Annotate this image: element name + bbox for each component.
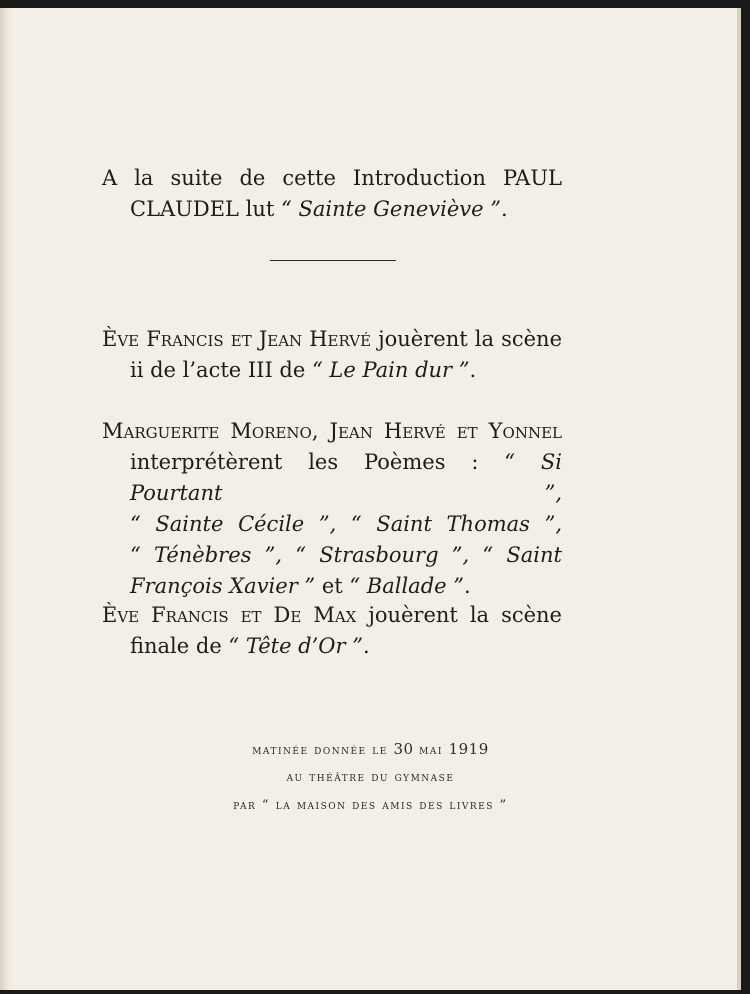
performer-names: Marguerite Moreno, Jean Hervé et Yonnel xyxy=(102,419,562,443)
work-title: “ Ballade ” xyxy=(349,574,464,598)
entry-1-line-2: ii de l’acte III de “ Le Pain dur ”. xyxy=(130,358,477,382)
entry-3 xyxy=(102,600,562,662)
entry-2-line-1 xyxy=(102,416,562,447)
work-title: “ Sainte Geneviève ” xyxy=(281,197,501,221)
entry-2-line-2: interprétèrent les Poèmes : “ Si Pourtant ”, xyxy=(130,450,562,505)
book-page xyxy=(0,8,741,990)
intro-paragraph xyxy=(102,163,562,225)
work-title: François Xavier ” xyxy=(130,574,316,598)
work-title: “ Si Pourtant ”, xyxy=(130,450,562,505)
entry-2 xyxy=(102,416,562,602)
entry-2-line-4: “ Ténèbres ”, “ Strasbourg ”, “ Saint xyxy=(130,543,562,567)
performer-names: Ève Francis et De Max xyxy=(102,603,357,627)
entry-3-line-2: finale de “ Tête d’Or ”. xyxy=(130,634,370,658)
section-divider xyxy=(270,260,396,261)
entry-1 xyxy=(102,324,562,386)
performer-names: Ève Francis et Jean Hervé xyxy=(102,327,372,351)
entry-1-line-1: Ève Francis et Jean Hervé jouèrent la scène xyxy=(102,327,562,351)
colophon-line-3: par “ la maison des amis des livres ” xyxy=(233,798,508,813)
page-edge xyxy=(737,8,741,990)
intro-line-2: CLAUDEL lut “ Sainte Geneviève ”. xyxy=(130,197,508,221)
colophon-line-1: matinée donnée le 30 mai 1919 xyxy=(252,740,489,758)
work-title: “ Le Pain dur ” xyxy=(311,358,470,382)
intro-line-1: A la suite de cette Introduction PAUL xyxy=(102,166,562,190)
work-title: “ Tête d’Or ” xyxy=(228,634,363,658)
page-gutter-shadow xyxy=(0,8,14,990)
entry-2-line-5: François Xavier ” et “ Ballade ”. xyxy=(130,574,471,598)
entry-3-line-1: Ève Francis et De Max jouèrent la scène xyxy=(102,603,562,627)
colophon-line-2: au théâtre du gymnase xyxy=(286,770,455,785)
entry-2-line-3: “ Sainte Cécile ”, “ Saint Thomas ”, xyxy=(130,512,562,536)
